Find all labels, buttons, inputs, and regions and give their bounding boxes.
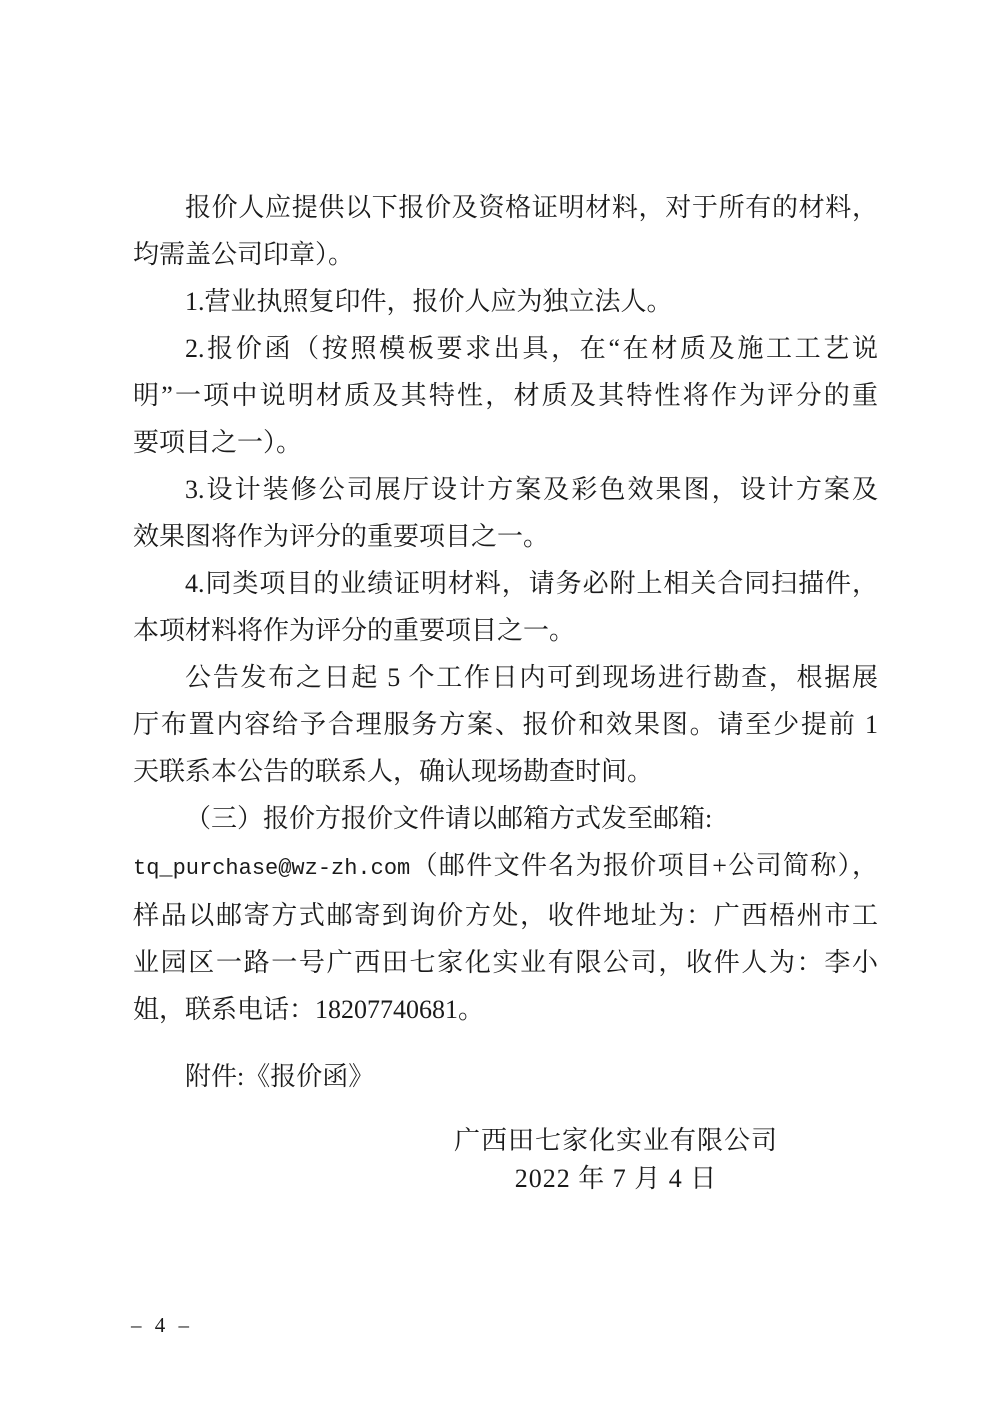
list-item-4: 4.同类项目的业绩证明材料，请务必附上相关合同扫描件， [185, 569, 878, 598]
paragraph-line: 报价人应提供以下报价及资格证明材料，对于所有的材料， [185, 193, 878, 222]
paragraph-line: 姐，联系电话：18207740681。 [133, 995, 485, 1024]
list-item-1: 1.营业执照复印件，报价人应为独立法人。 [185, 287, 673, 316]
paragraph-line: 均需盖公司印章）。 [133, 240, 355, 269]
list-item-2: 2.报价函（按照模板要求出具，在“在材质及施工工艺说 [185, 334, 878, 363]
paragraph-line: 厅布置内容给予合理服务方案、报价和效果图。请至少提前 1 [133, 710, 878, 739]
page-number: – 4 – [131, 1313, 193, 1337]
signature-block [453, 1122, 779, 1198]
section-three-heading-line: （三）报价方报价文件请以邮箱方式发至邮箱: [185, 804, 713, 833]
signature-date: 2022 年 7 月 4 日 [514, 1164, 718, 1193]
paragraph-line: 明”一项中说明材质及其特性，材质及其特性将作为评分的重 [133, 381, 878, 410]
attachment-reference: 附件:《报价函》 [185, 1062, 375, 1091]
paragraph-line: 效果图将作为评分的重要项目之一。 [133, 522, 550, 551]
paragraph-line: 公告发布之日起 5 个工作日内可到现场进行勘查，根据展 [185, 663, 878, 692]
signature-company-name: 广西田七家化实业有限公司 [453, 1126, 778, 1155]
email-address: tq_purchase@wz-zh.com [133, 856, 411, 881]
email-line-rest: （邮件文件名为报价项目+公司简称）， [410, 851, 878, 880]
paragraph-line: 业园区一路一号广西田七家化实业有限公司，收件人为：李小 [133, 948, 878, 977]
paragraph-line: 天联系本公告的联系人，确认现场勘查时间。 [133, 757, 654, 786]
paragraph-line: 要项目之一）。 [133, 428, 303, 457]
document-body [133, 184, 878, 1198]
paragraph-line: 样品以邮寄方式邮寄到询价方处，收件地址为：广西梧州市工 [133, 901, 878, 930]
email-line [133, 842, 878, 892]
paragraph-line: 本项材料将作为评分的重要项目之一。 [133, 616, 576, 645]
list-item-3: 3.设计装修公司展厅设计方案及彩色效果图，设计方案及 [185, 475, 878, 504]
